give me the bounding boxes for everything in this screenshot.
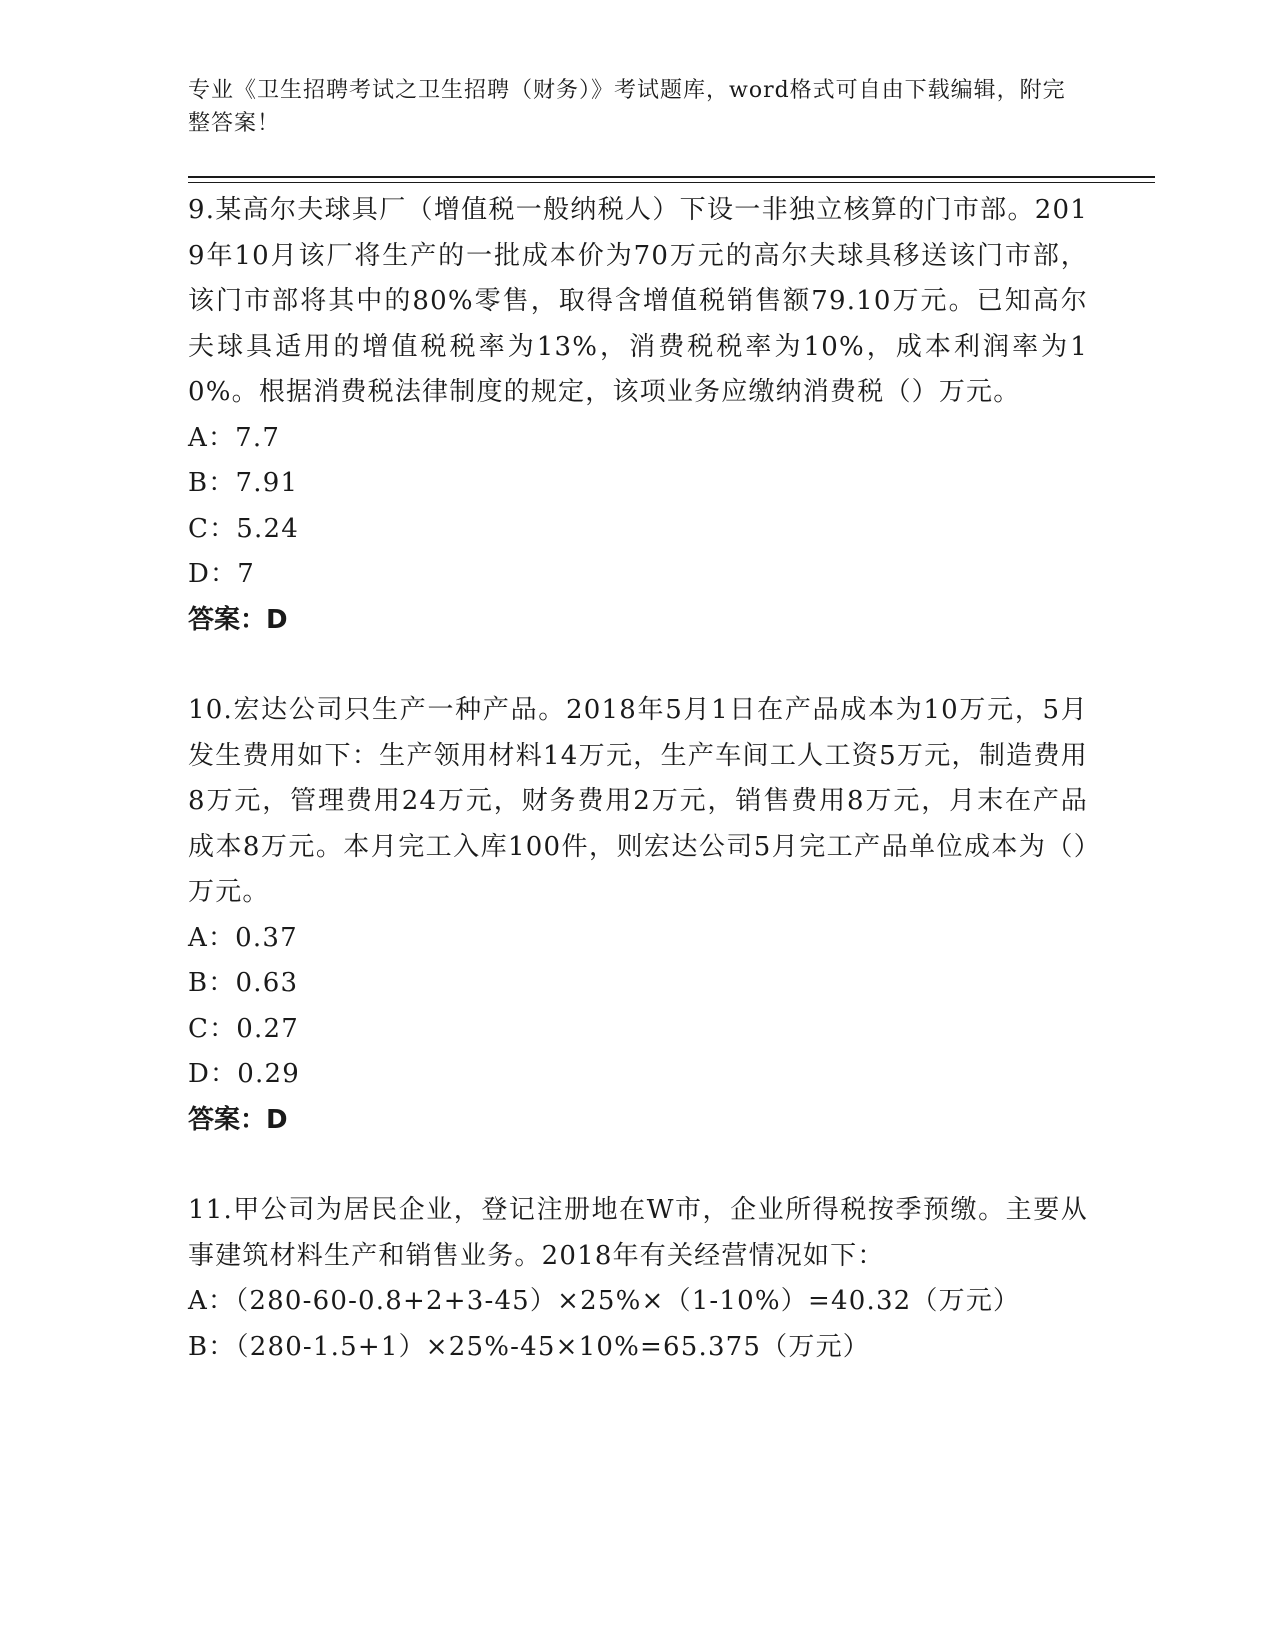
option-c: C：0.27 xyxy=(188,1013,299,1044)
option-b: B：（280-1.5+1）×25%-45×10%=65.375（万元） xyxy=(188,1331,870,1362)
option-d: D：0.29 xyxy=(188,1059,300,1089)
option-a: A：（280-60-0.8+2+3-45）×25%×（1-10%）=40.32（万元） xyxy=(188,1286,1021,1316)
question-11 xyxy=(188,1188,1088,1370)
option-a: A：0.37 xyxy=(188,922,298,953)
option-a: A：7.7 xyxy=(188,422,281,453)
question-spacer xyxy=(188,1143,1088,1188)
question-spacer xyxy=(188,643,1088,688)
question-10 xyxy=(188,688,1088,1143)
question-stem: 11.甲公司为居民企业，登记注册地在W市，企业所得税按季预缴。主要从事建筑材料生产和销售业务。2018年有关经营情况如下： xyxy=(188,1195,1088,1271)
header-rule-thin xyxy=(188,182,1155,183)
document-header: 专业《卫生招聘考试之卫生招聘（财务）》考试题库，word格式可自由下载编辑，附完整答案！ xyxy=(188,78,1066,136)
answer-line: 答案：D xyxy=(188,604,288,635)
option-b: B：7.91 xyxy=(188,468,299,498)
question-list xyxy=(188,188,1088,1370)
option-d: D：7 xyxy=(188,559,255,589)
option-c: C：5.24 xyxy=(188,513,299,544)
question-stem: 9.某高尔夫球具厂（增值税一般纳税人）下设一非独立核算的门市部。2019年10月该厂将生产的一批成本价为70万元的高尔夫球具移送该门市部，该门市部将其中的80%零售，取得含增值税销售额79.10万元。已知高尔夫球具适用的增值税税率为13%，消费税税率为10%，成本利润率为10%。根据消费税法律制度的规定，该项业务应缴纳消费税（）万元。 xyxy=(188,195,1088,407)
question-9 xyxy=(188,188,1088,643)
option-b: B：0.63 xyxy=(188,968,299,998)
header-rule-thick xyxy=(188,176,1155,178)
answer-line: 答案：D xyxy=(188,1104,288,1135)
question-stem: 10.宏达公司只生产一种产品。2018年5月1日在产品成本为10万元，5月发生费用如下：生产领用材料14万元，生产车间工人工资5万元，制造费用8万元，管理费用24万元，财务费用2万元，销售费用8万元，月末在产品成本8万元。本月完工入库100件，则宏达公司5月完工产品单位成本为（）万元。 xyxy=(188,695,1088,907)
